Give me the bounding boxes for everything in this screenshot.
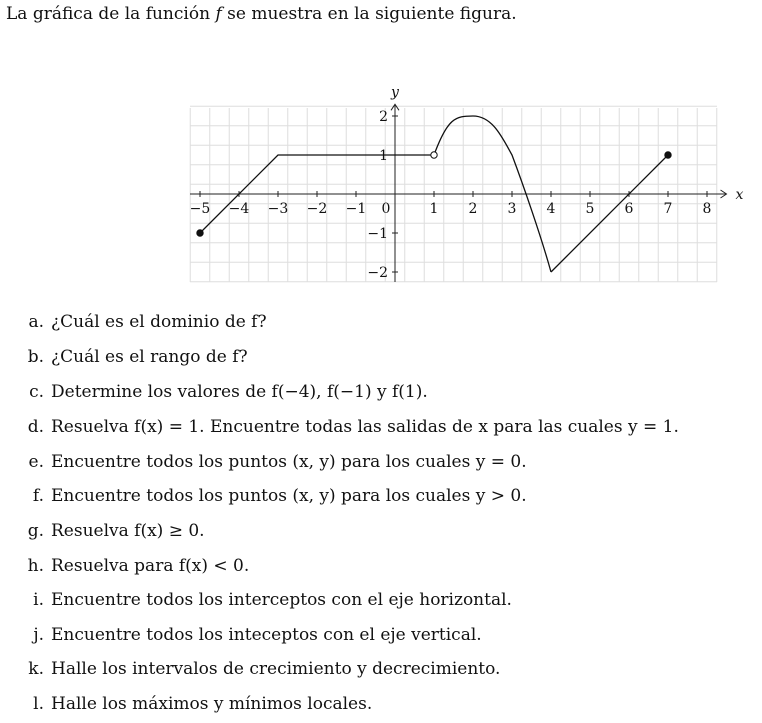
curve-segment bbox=[551, 155, 668, 272]
question-text: Encuentre todos los puntos (x, y) para los cuales y > 0. bbox=[51, 486, 527, 506]
x-tick-label: −5 bbox=[189, 201, 211, 217]
question-label: j. bbox=[33, 625, 44, 645]
question-text: Resuelva f(x) = 1. Encuentre todas las salidas de x para las cuales y = 1. bbox=[51, 417, 679, 437]
filled-endpoint bbox=[197, 230, 203, 236]
question-label: l. bbox=[33, 694, 44, 714]
question-label: a. bbox=[28, 312, 44, 332]
x-tick-label: −1 bbox=[345, 201, 367, 217]
axes bbox=[190, 104, 727, 282]
question-text: ¿Cuál es el dominio de f? bbox=[51, 312, 267, 332]
question-label: k. bbox=[28, 659, 44, 679]
question-label: g. bbox=[27, 521, 44, 541]
x-tick-label: 1 bbox=[429, 201, 439, 217]
tick-labels bbox=[190, 84, 744, 281]
question-label: f. bbox=[32, 486, 44, 506]
x-tick-label: −2 bbox=[306, 201, 328, 217]
question-text: ¿Cuál es el rango de f? bbox=[51, 347, 248, 367]
x-tick-label: −3 bbox=[267, 201, 289, 217]
question-text: Encuentre todos los interceptos con el eje horizontal. bbox=[51, 590, 512, 610]
question-text: Resuelva f(x) ≥ 0. bbox=[51, 521, 205, 541]
intro-function-symbol: f bbox=[215, 4, 222, 24]
question-text: Halle los máximos y mínimos locales. bbox=[51, 694, 373, 714]
x-tick-label: −4 bbox=[228, 201, 250, 217]
x-tick-label: 5 bbox=[585, 201, 595, 217]
intro-paragraph bbox=[6, 4, 517, 24]
question-text: Halle los intervalos de crecimiento y decrecimiento. bbox=[51, 659, 501, 679]
y-tick-label: 2 bbox=[379, 109, 388, 125]
question-text: Resuelva para f(x) < 0. bbox=[51, 556, 250, 576]
question-label: h. bbox=[27, 556, 44, 576]
x-tick-label: 8 bbox=[702, 201, 712, 217]
x-tick-label: 2 bbox=[468, 201, 478, 217]
x-axis-label: x bbox=[735, 187, 744, 203]
intro-text-before: La gráfica de la función bbox=[6, 4, 216, 24]
question-text: Encuentre todos los inteceptos con el eje vertical. bbox=[51, 625, 482, 645]
question-label: b. bbox=[27, 347, 44, 367]
open-endpoint bbox=[431, 152, 437, 158]
question-label: d. bbox=[27, 417, 44, 437]
x-tick-label: 4 bbox=[546, 201, 556, 217]
x-tick-label: 6 bbox=[624, 201, 634, 217]
y-axis-label: y bbox=[391, 84, 399, 101]
y-tick-label: −1 bbox=[367, 226, 388, 242]
x-tick-label: 3 bbox=[507, 201, 517, 217]
question-label: e. bbox=[28, 452, 44, 472]
question-text: Determine los valores de f(−4), f(−1) y f(1). bbox=[51, 382, 428, 402]
question-label: i. bbox=[33, 590, 44, 610]
function-graph bbox=[0, 70, 762, 300]
question-text: Encuentre todos los puntos (x, y) para los cuales y = 0. bbox=[51, 452, 527, 472]
question-label: c. bbox=[29, 382, 44, 402]
y-tick-label: 1 bbox=[379, 148, 388, 164]
x-tick-label: 0 bbox=[381, 201, 391, 217]
intro-text-after: se muestra en la siguiente figura. bbox=[221, 4, 517, 24]
y-tick-label: −2 bbox=[367, 265, 388, 281]
x-tick-label: 7 bbox=[663, 201, 673, 217]
filled-endpoint bbox=[665, 152, 671, 158]
